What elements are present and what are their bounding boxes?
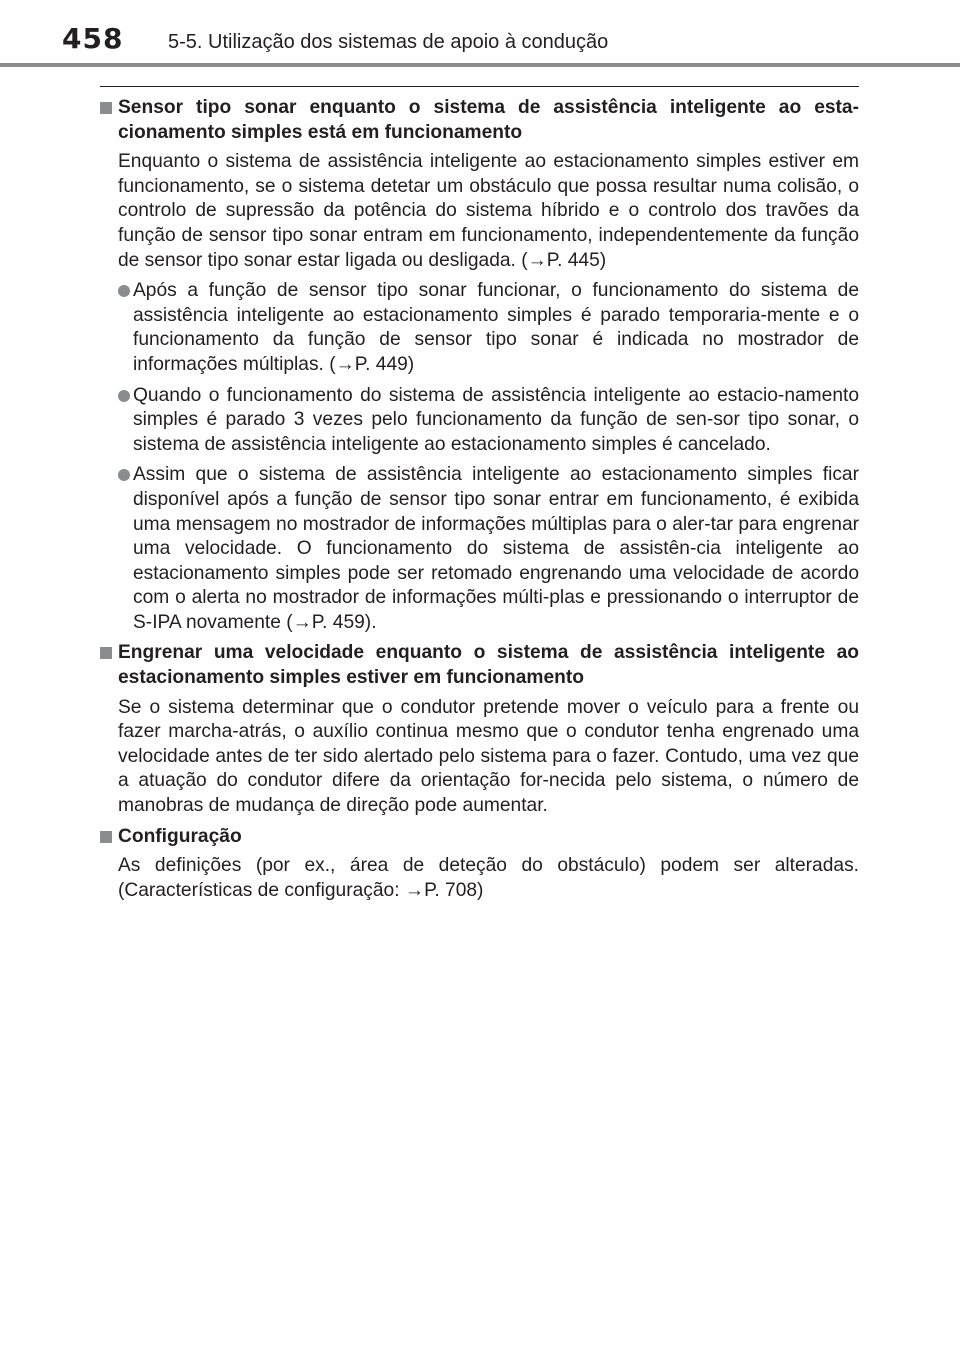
list-item-text: Assim que o sistema de assistência inteligente ao estacionamento simples ficar disponível após a função de sensor tipo sonar entrar em funcionamento, é exibida uma mensagem no mostrador de informações múltiplas para o aler-tar para engrenar uma velocidade. O funcionamento do sistema de assistên-cia inteligente ao estacionamento simples pode ser retomado engrenando uma velocidade de acordo com o alerta no mostrador de informações múlti-plas e pressionando o interruptor de S-IPA novamente (→P. 459).	[133, 464, 859, 633]
round-bullet-icon	[118, 285, 130, 297]
list-item-text: Após a função de sensor tipo sonar funcionar, o funcionamento do sistema de assistência inteligente ao estacionamento simples é parado temporaria-mente e o funcionamento da função de sensor tipo sonar é indicada no mostrador de informações múltiplas. (→P. 449)	[133, 280, 859, 375]
list-item-text: Quando o funcionamento do sistema de assistência inteligente ao estacio-namento simples é parado 3 vezes pelo funcionamento da função de sen-sor tipo sonar, o sistema de assistência inteligente ao estacionamento simples é cancelado.	[133, 384, 859, 455]
list-item	[118, 384, 859, 458]
chapter-title: 5-5. Utilização dos sistemas de apoio à condução	[168, 31, 609, 53]
header-divider	[0, 63, 960, 67]
section-sonar-sensor	[100, 96, 859, 635]
section-heading-text: Engrenar uma velocidade enquanto o sistema de assistência inteligente ao estacionamento simples estiver em funcionamento	[118, 642, 859, 689]
page-number: 458	[62, 22, 124, 55]
section-paragraph: Se o sistema determinar que o condutor pretende mover o veículo para a frente ou fazer marcha-atrás, o auxílio continua mesmo que o condutor tenha engrenado uma velocidade antes de ter sido alertado pelo sistema para o fazer. Contudo, uma vez que a atuação do condutor difere da orientação for-necida pelo sistema, o número de manobras de mudança de direção pode aumentar.	[118, 696, 859, 817]
square-bullet-icon	[100, 647, 112, 659]
section-heading	[100, 825, 859, 850]
section-heading	[100, 641, 859, 690]
list-item	[118, 463, 859, 635]
square-bullet-icon	[100, 831, 112, 843]
round-bullet-icon	[118, 390, 130, 402]
content-divider	[100, 86, 859, 87]
section-configuration	[100, 825, 859, 904]
page-content	[100, 96, 859, 903]
section-heading-text: Sensor tipo sonar enquanto o sistema de assistência inteligente ao esta-cionamento simples está em funcionamento	[118, 97, 859, 143]
square-bullet-icon	[100, 102, 112, 114]
section-heading	[100, 96, 859, 145]
section-gear-shift	[100, 641, 859, 818]
section-paragraph: As definições (por ex., área de deteção do obstáculo) podem ser alteradas. (Características de configuração: →P. 708)	[118, 855, 859, 901]
round-bullet-icon	[118, 469, 130, 481]
page-header	[0, 0, 960, 70]
section-heading-text: Configuração	[118, 825, 242, 847]
list-item	[118, 279, 859, 377]
section-paragraph: Enquanto o sistema de assistência inteligente ao estacionamento simples estiver em funcionamento, se o sistema detetar um obstáculo que possa resultar numa colisão, o controlo de supressão da potência do sistema híbrido e o controlo dos travões da função de sensor tipo sonar entram em funcionamento, independentemente da função de sensor tipo sonar estar ligada ou desligada. (→P. 445)	[118, 151, 859, 271]
